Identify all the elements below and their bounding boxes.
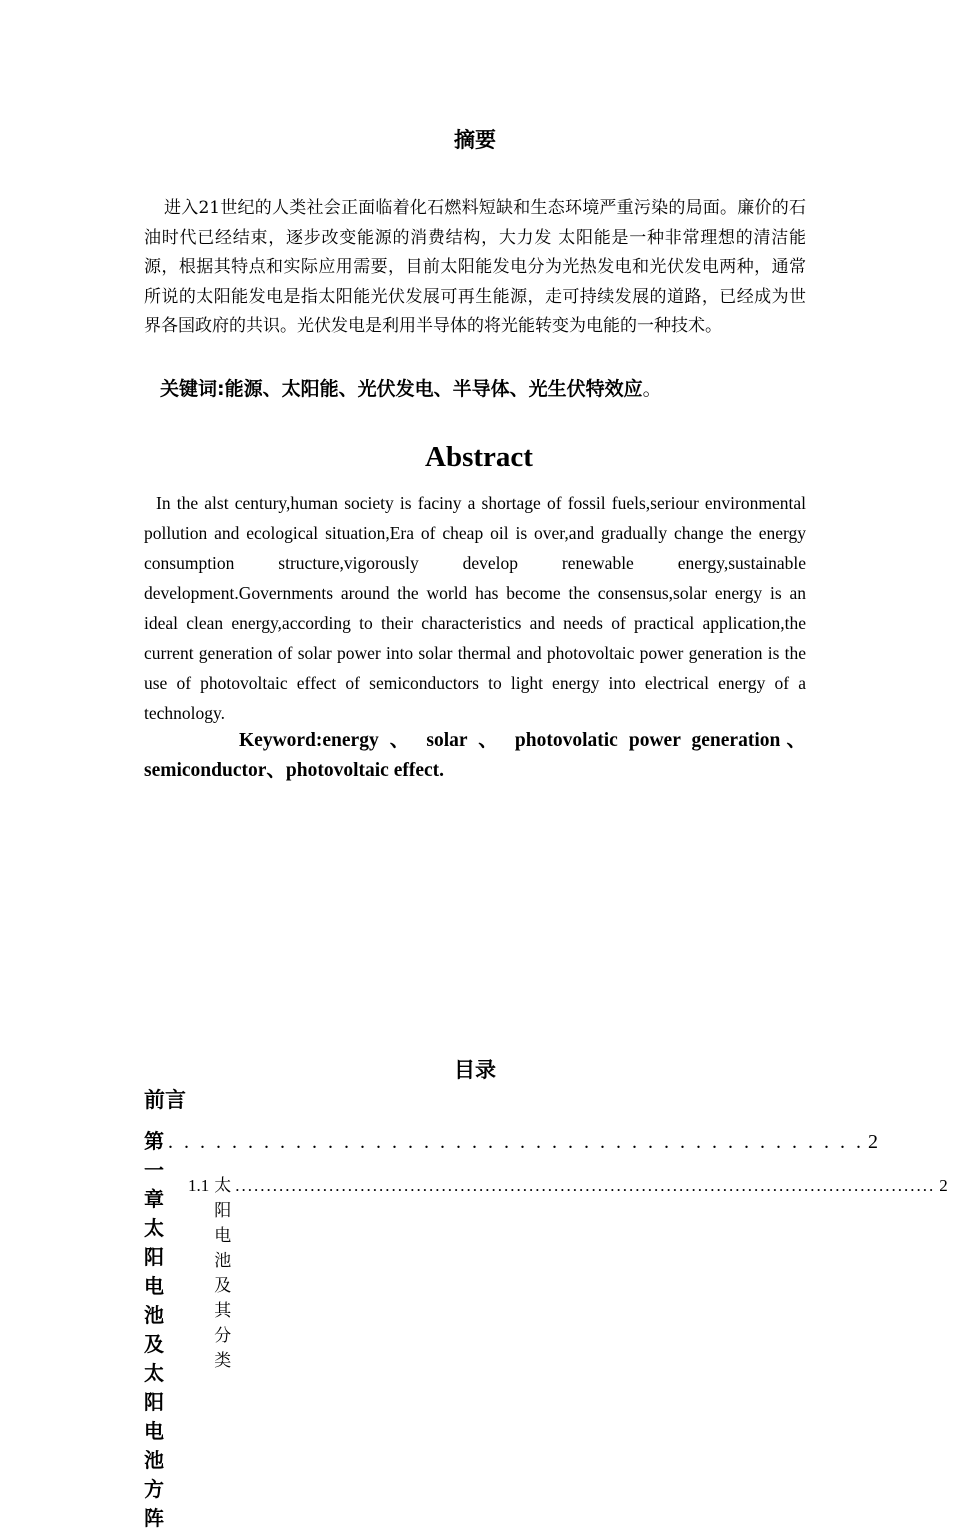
abstract-cn-title: 摘要: [454, 128, 496, 152]
toc-section-1-1-number: 1.1: [188, 1176, 210, 1195]
abstract-cn-keywords-end: 。: [642, 378, 662, 400]
toc-section-1-1-page: 2: [939, 1176, 948, 1195]
abstract-en-title: Abstract: [425, 441, 533, 473]
toc-preface[interactable]: 前言: [144, 1088, 186, 1112]
abstract-cn-keywords-text: 关键词:能源、太阳能、光伏发电、半导体、光生伏特效应: [160, 378, 643, 400]
toc-leader-dots: . . . . . . . . . . . . . . . . . . . . . . . . . . . . . . . . . . . . . . . . . . . .: [168, 1131, 864, 1153]
abstract-en-keywords: Keyword:energy 、 solar 、 photovolatic power generation、semiconductor、photovoltaic effect.: [144, 730, 806, 781]
abstract-cn-keywords: [160, 374, 806, 401]
abstract-cn-body: 进入21世纪的人类社会正面临着化石燃料短缺和生态环境严重污染的局面。廉价的石油时代已经结束，逐步改变能源的消费结构，大力发 太阳能是一种非常理想的清洁能源，根据其特点和实际应用需要，目前太阳能发电分为光热发电和光伏发电两种，通常所说的太阳能发电是指太阳能光伏发展可再生能源，走可持续发展的道路，已经成为世界各国政府的共识。光伏发电是利用半导体的将光能转变为电能的一种技术。: [144, 198, 806, 337]
toc-leader-dots: ................................................................................................................: [235, 1176, 936, 1195]
toc-chapter-1-page: 2: [868, 1131, 878, 1153]
toc-chapter-1-label: 第一章 太阳电池及太阳电池方阵: [144, 1129, 164, 1530]
abstract-en-body: In the alst century,human society is faciny a shortage of fossil fuels,seriour environmental pollution and ecological situation,Era of cheap oil is over,and gradually change the energy consumption structure,vigorously develop renewable energy,sustainable development.Governments around the world has become the consensus,solar energy is an ideal clean energy,according to their characteristics and needs of practical application,the current generation of solar power into solar thermal and photovoltaic power generation is the use of photovoltaic effect of semiconductors to light energy into electrical energy of a technology.: [144, 493, 806, 723]
toc-section-1-1-label: 太阳电池及其分类: [214, 1176, 232, 1371]
toc-entry-section-1-1[interactable]: [188, 1171, 948, 1371]
toc-title: 目录: [454, 1058, 496, 1082]
